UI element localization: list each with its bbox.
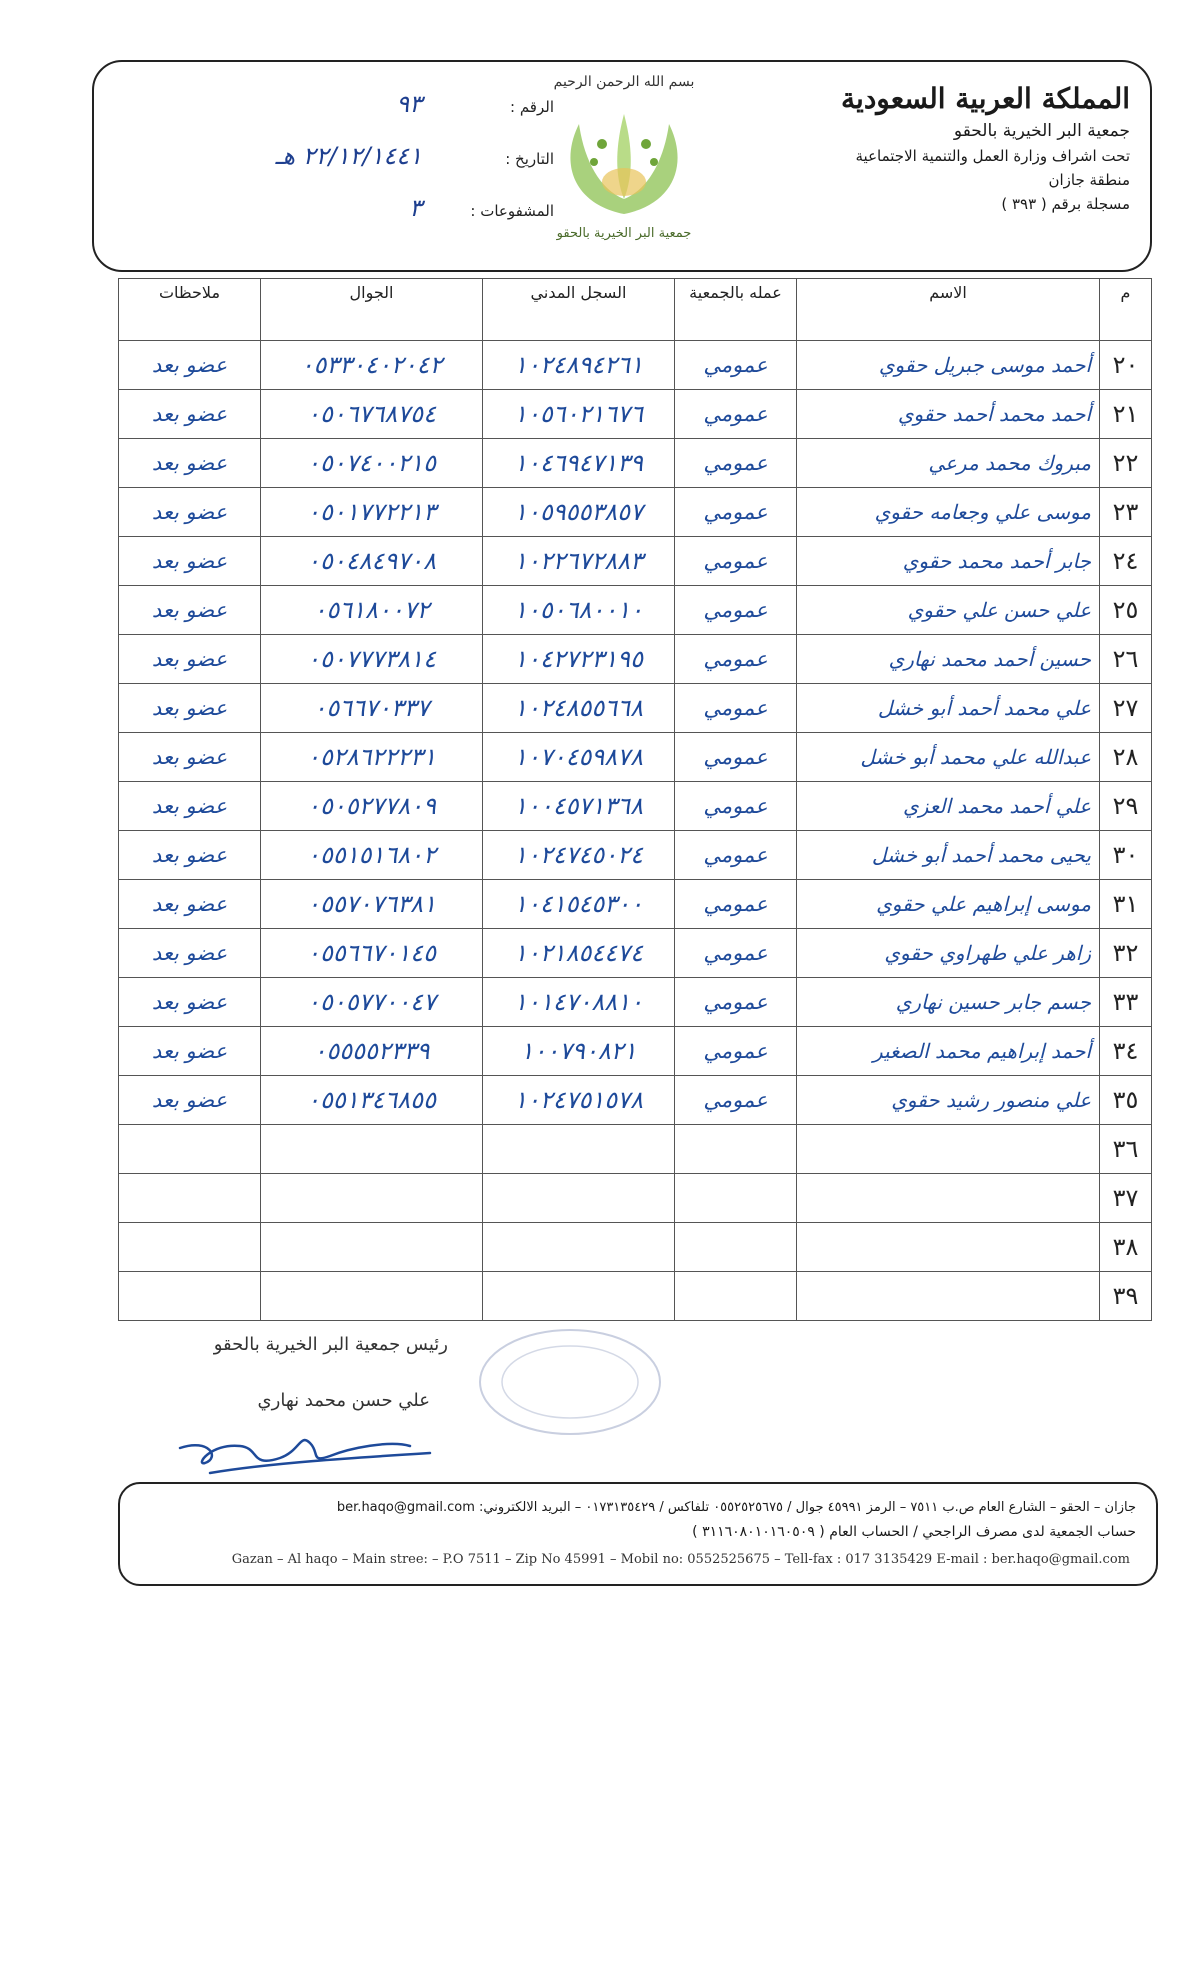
row-mobile: ٠٥٣٣٠٤٠٢٠٤٢: [261, 341, 483, 390]
row-name: [797, 1125, 1100, 1174]
row-civil-id: ١٠٥٩٥٥٣٨٥٧: [483, 488, 675, 537]
table-row: [119, 488, 1152, 537]
row-name: علي حسن علي حقوي: [797, 586, 1100, 635]
row-job: عمومي: [675, 1027, 797, 1076]
row-job: [675, 1223, 797, 1272]
row-civil-id: ١٠٠٧٩٠٨٢١: [483, 1027, 675, 1076]
basmala: بسم الله الرحمن الرحيم: [553, 74, 695, 90]
row-number: ٣٩: [1100, 1272, 1152, 1321]
row-notes: عضو بعد: [119, 488, 261, 537]
row-notes: عضو بعد: [119, 1076, 261, 1125]
table-row: [119, 635, 1152, 684]
row-civil-id: ١٠٤١٥٤٥٣٠٠: [483, 880, 675, 929]
row-name: أحمد إبراهيم محمد الصغير: [797, 1027, 1100, 1076]
table-row: [119, 782, 1152, 831]
row-civil-id: [483, 1174, 675, 1223]
signatory-title: رئيس جمعية البر الخيرية بالحقو: [213, 1334, 448, 1355]
row-name: جابر أحمد محمد حقوي: [797, 537, 1100, 586]
row-notes: عضو بعد: [119, 1027, 261, 1076]
row-number: ٢٢: [1100, 439, 1152, 488]
row-civil-id: ١٠٥٠٦٨٠٠١٠: [483, 586, 675, 635]
row-civil-id: ١٠٧٠٤٥٩٨٧٨: [483, 733, 675, 782]
row-notes: [119, 1174, 261, 1223]
table-body: [119, 341, 1152, 1321]
row-name: [797, 1223, 1100, 1272]
row-mobile: [261, 1223, 483, 1272]
table-row: [119, 1076, 1152, 1125]
row-name: موسى إبراهيم علي حقوي: [797, 880, 1100, 929]
row-number: ٢٦: [1100, 635, 1152, 684]
row-notes: [119, 1223, 261, 1272]
row-job: عمومي: [675, 1076, 797, 1125]
row-name: علي أحمد محمد العزي: [797, 782, 1100, 831]
table-header-row: [119, 279, 1152, 341]
table-row: [119, 733, 1152, 782]
row-name: زاهر علي طهراوي حقوي: [797, 929, 1100, 978]
date-value: ٢٢/١٢/١٤٤١ هـ: [275, 142, 422, 170]
row-job: [675, 1125, 797, 1174]
row-job: [675, 1174, 797, 1223]
row-number: ٢٩: [1100, 782, 1152, 831]
table-row: [119, 1027, 1152, 1076]
signatory-name: علي حسن محمد نهاري: [257, 1390, 430, 1411]
row-number: ٢٨: [1100, 733, 1152, 782]
table-row: [119, 929, 1152, 978]
row-name: [797, 1174, 1100, 1223]
row-number: ٢٠: [1100, 341, 1152, 390]
row-civil-id: [483, 1125, 675, 1174]
reference-number-row: [224, 90, 554, 142]
row-job: عمومي: [675, 831, 797, 880]
number-value: ٩٣: [396, 90, 422, 118]
row-job: عمومي: [675, 635, 797, 684]
row-mobile: ٠٥٥٧٠٧٦٣٨١: [261, 880, 483, 929]
row-mobile: [261, 1272, 483, 1321]
row-civil-id: ١٠٠٤٥٧١٣٦٨: [483, 782, 675, 831]
row-number: ٣٨: [1100, 1223, 1152, 1272]
row-notes: عضو بعد: [119, 439, 261, 488]
row-number: ٣٤: [1100, 1027, 1152, 1076]
row-mobile: ٠٥٠٥٢٧٧٨٠٩: [261, 782, 483, 831]
table-row: [119, 390, 1152, 439]
row-number: ٣٠: [1100, 831, 1152, 880]
row-civil-id: ١٠٢٤٨٩٤٢٦١: [483, 341, 675, 390]
row-notes: عضو بعد: [119, 733, 261, 782]
row-mobile: ٠٥٠٦٧٦٨٧٥٤: [261, 390, 483, 439]
row-mobile: ٠٥٥١٣٤٦٨٥٥: [261, 1076, 483, 1125]
footer-english-line: Gazan – Al haqo – Main stree: – P.O 7511 – Zip No 45991 – Mobil no: 0552525675 – Tell-fax : 017 3135429 E-mail : ber.haqo@gmail.com: [231, 1552, 1130, 1567]
row-job: عمومي: [675, 684, 797, 733]
table-row: [119, 341, 1152, 390]
handwritten-signature-icon: [150, 1418, 450, 1488]
row-number: ٢١: [1100, 390, 1152, 439]
row-notes: [119, 1125, 261, 1174]
row-mobile: ٠٥٠٧٤٠٠٢١٥: [261, 439, 483, 488]
row-notes: عضو بعد: [119, 390, 261, 439]
row-notes: عضو بعد: [119, 341, 261, 390]
row-number: ٣١: [1100, 880, 1152, 929]
row-job: عمومي: [675, 733, 797, 782]
row-notes: عضو بعد: [119, 586, 261, 635]
row-name: [797, 1272, 1100, 1321]
row-job: عمومي: [675, 488, 797, 537]
header-name: الاسم: [797, 279, 1100, 341]
row-number: ٢٧: [1100, 684, 1152, 733]
reference-block: [224, 90, 554, 246]
row-name: يحيى محمد أحمد أبو خشل: [797, 831, 1100, 880]
row-notes: عضو بعد: [119, 929, 261, 978]
table-row: [119, 1272, 1152, 1321]
row-name: علي منصور رشيد حقوي: [797, 1076, 1100, 1125]
row-number: ٣٦: [1100, 1125, 1152, 1174]
row-mobile: [261, 1125, 483, 1174]
row-job: عمومي: [675, 439, 797, 488]
footer-bank-line: حساب الجمعية لدى مصرف الراجحي / الحساب العام ( ٣١١٦٠٨٠١٠١٦٠٥٠٩ ): [692, 1524, 1136, 1540]
row-number: ٢٥: [1100, 586, 1152, 635]
row-name: أحمد موسى جبريل حقوي: [797, 341, 1100, 390]
table-row: [119, 684, 1152, 733]
number-label: الرقم :: [510, 98, 554, 116]
attachments-label: المشفوعات :: [470, 202, 554, 220]
row-civil-id: [483, 1272, 675, 1321]
row-mobile: ٠٥٥١٥١٦٨٠٢: [261, 831, 483, 880]
row-civil-id: ١٠٥٦٠٢١٦٧٦: [483, 390, 675, 439]
letterhead-org-block: [790, 80, 1130, 216]
row-job: عمومي: [675, 341, 797, 390]
row-name: علي محمد أحمد أبو خشل: [797, 684, 1100, 733]
attachments-row: [224, 194, 554, 246]
footer-contact-line: جازان – الحقو – الشارع العام ص.ب ٧٥١١ – الرمز ٤٥٩٩١ جوال / ٠٥٥٢٥٢٥٦٧٥ تلفاكس / ٠١٧٣١٣٥٤٢٩ – البريد الالكتروني: ber.haqo@gmail.com: [336, 1500, 1136, 1515]
faded-stamp-icon: [470, 1322, 670, 1442]
reference-date-row: [224, 142, 554, 194]
letter-footer: [118, 1482, 1158, 1586]
date-label: التاريخ :: [505, 150, 554, 168]
row-job: عمومي: [675, 586, 797, 635]
row-civil-id: ١٠١٤٧٠٨٨١٠: [483, 978, 675, 1027]
row-mobile: ٠٥٠١٧٧٢٢١٣: [261, 488, 483, 537]
row-name: موسى علي وجعامه حقوي: [797, 488, 1100, 537]
header-job: عمله بالجمعية: [675, 279, 797, 341]
country-name: المملكة العربية السعودية: [841, 82, 1130, 115]
table-row: [119, 1174, 1152, 1223]
members-table: [118, 278, 1152, 1321]
table-row: [119, 831, 1152, 880]
row-notes: عضو بعد: [119, 635, 261, 684]
row-number: ٢٤: [1100, 537, 1152, 586]
row-notes: عضو بعد: [119, 978, 261, 1027]
logo-caption: جمعية البر الخيرية بالحقو: [556, 226, 692, 241]
row-job: عمومي: [675, 929, 797, 978]
row-civil-id: ١٠٢٤٧٥١٥٧٨: [483, 1076, 675, 1125]
row-mobile: ٠٥٥٥٥٢٣٣٩: [261, 1027, 483, 1076]
table-row: [119, 537, 1152, 586]
row-job: [675, 1272, 797, 1321]
org-logo-icon: [554, 104, 694, 224]
row-number: ٣٣: [1100, 978, 1152, 1027]
row-name: أحمد محمد أحمد حقوي: [797, 390, 1100, 439]
row-notes: عضو بعد: [119, 537, 261, 586]
row-number: ٣٧: [1100, 1174, 1152, 1223]
row-mobile: ٠٥٠٤٨٤٩٧٠٨: [261, 537, 483, 586]
row-mobile: ٠٥٠٥٧٧٠٠٤٧: [261, 978, 483, 1027]
row-notes: [119, 1272, 261, 1321]
header-notes: ملاحظات: [119, 279, 261, 341]
letterhead: [92, 60, 1152, 272]
row-civil-id: [483, 1223, 675, 1272]
row-job: عمومي: [675, 978, 797, 1027]
table-row: [119, 1125, 1152, 1174]
row-mobile: ٠٥٢٨٦٢٢٢٣١: [261, 733, 483, 782]
header-mobile: الجوال: [261, 279, 483, 341]
row-civil-id: ١٠٤٢٧٢٣١٩٥: [483, 635, 675, 684]
row-name: عبدالله علي محمد أبو خشل: [797, 733, 1100, 782]
row-notes: عضو بعد: [119, 782, 261, 831]
row-civil-id: ١٠٢٤٨٥٥٦٦٨: [483, 684, 675, 733]
table-row: [119, 1223, 1152, 1272]
row-mobile: ٠٥٠٧٧٧٣٨١٤: [261, 635, 483, 684]
row-civil-id: ١٠٢١٨٥٤٤٧٤: [483, 929, 675, 978]
row-job: عمومي: [675, 390, 797, 439]
row-number: ٣٢: [1100, 929, 1152, 978]
row-civil-id: ١٠٢٢٦٧٢٨٨٣: [483, 537, 675, 586]
table-row: [119, 439, 1152, 488]
row-mobile: ٠٥٥٦٦٧٠١٤٥: [261, 929, 483, 978]
supervision-line: تحت اشراف وزارة العمل والتنمية الاجتماعية: [855, 147, 1130, 165]
row-mobile: [261, 1174, 483, 1223]
row-mobile: ٠٥٦١٨٠٠٧٢: [261, 586, 483, 635]
row-job: عمومي: [675, 782, 797, 831]
registration-line: مسجلة برقم ( ٣٩٣ ): [1001, 195, 1130, 213]
row-civil-id: ١٠٤٦٩٤٧١٣٩: [483, 439, 675, 488]
row-mobile: ٠٥٦٦٧٠٣٣٧: [261, 684, 483, 733]
table-row: [119, 880, 1152, 929]
header-num: م: [1100, 279, 1152, 341]
table-row: [119, 586, 1152, 635]
row-name: حسين أحمد محمد نهاري: [797, 635, 1100, 684]
row-number: ٣٥: [1100, 1076, 1152, 1125]
attachments-value: ٣: [409, 194, 422, 222]
row-notes: عضو بعد: [119, 831, 261, 880]
region-line: منطقة جازان: [1048, 171, 1130, 189]
row-number: ٢٣: [1100, 488, 1152, 537]
row-job: عمومي: [675, 537, 797, 586]
row-civil-id: ١٠٢٤٧٤٥٠٢٤: [483, 831, 675, 880]
header-id: السجل المدني: [483, 279, 675, 341]
row-notes: عضو بعد: [119, 684, 261, 733]
row-job: عمومي: [675, 880, 797, 929]
row-name: جسم جابر حسين نهاري: [797, 978, 1100, 1027]
table-row: [119, 978, 1152, 1027]
row-notes: عضو بعد: [119, 880, 261, 929]
org-name: جمعية البر الخيرية بالحقو: [953, 121, 1130, 141]
row-name: مبروك محمد مرعي: [797, 439, 1100, 488]
